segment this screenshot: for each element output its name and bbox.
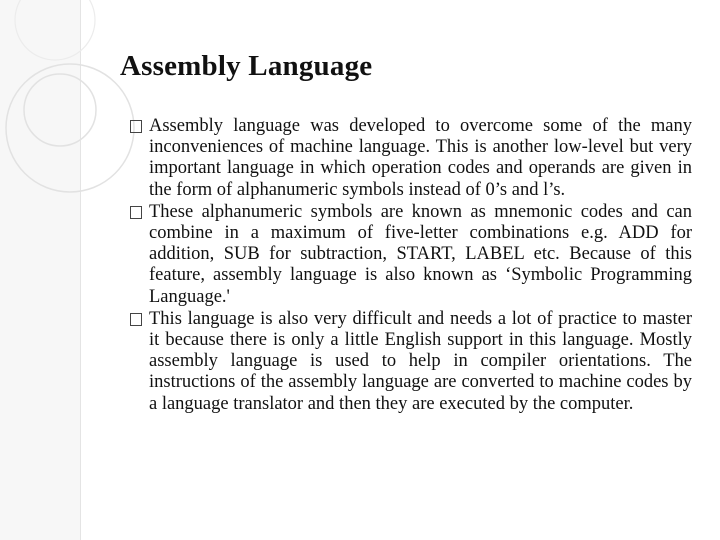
decorative-circle-small (24, 74, 96, 146)
bullet-text: These alphanumeric symbols are known as mnemonic codes and can combine in a maximum of five-letter combinations e.g. ADD for addition, SUB for subtraction, START, LABEL etc. Because of this feature, assembly language is also known as ‘Symbolic Programming Language.' (149, 201, 692, 307)
bullet-text: Assembly language was developed to overcome some of the many inconveniences of machine language. This is another low-level but very important language in which operation codes and operands are given in the form of alphanumeric symbols instead of 0’s and l’s. (149, 116, 692, 200)
slide-title: Assembly Language (120, 50, 373, 82)
empty-square-bullet-icon (130, 206, 142, 219)
bullet-item (130, 309, 692, 415)
decorative-circle-top (15, 0, 95, 60)
bullet-list (130, 116, 692, 416)
decorative-circles (0, 0, 140, 200)
bullet-item (130, 202, 692, 308)
bullet-item (130, 116, 692, 201)
empty-square-bullet-icon (130, 313, 142, 326)
bullet-text: This language is also very difficult and needs a lot of practice to master it because there is only a little English support in this language. Mostly assembly language is used to help in compiler orientations. The instructions of the assembly language are converted to machine codes by a language translator and then they are executed by the computer. (149, 308, 692, 414)
empty-square-bullet-icon (130, 120, 142, 133)
decorative-circle-large (6, 64, 134, 192)
